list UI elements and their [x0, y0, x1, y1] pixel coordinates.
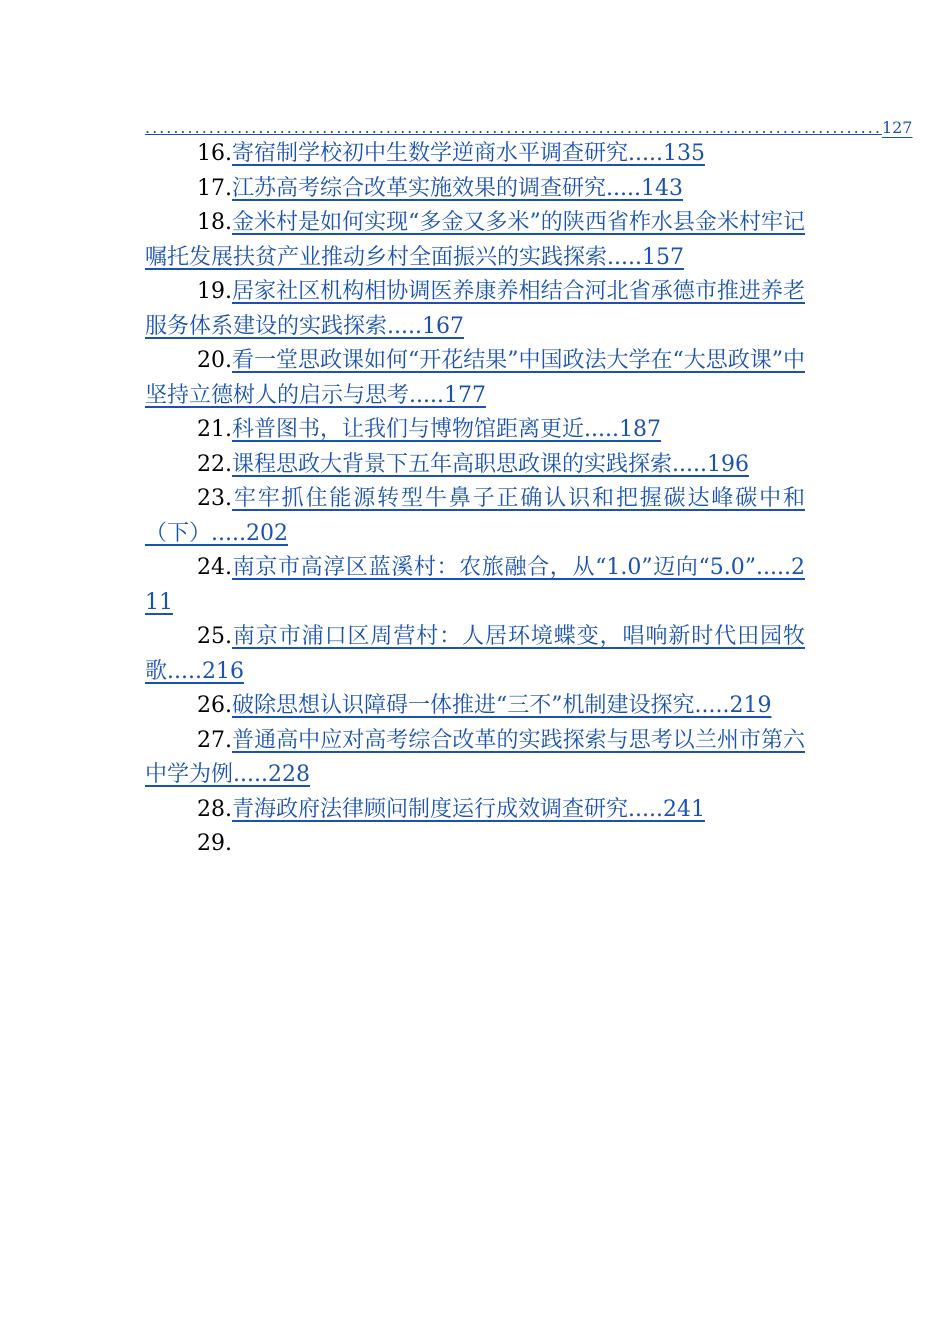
toc-entry-number: 18. [197, 210, 232, 235]
toc-page-number: 157 [641, 244, 684, 270]
toc-entry [145, 724, 805, 793]
toc-entry [145, 172, 805, 207]
toc-page-number: 219 [729, 693, 772, 718]
toc-entry [145, 551, 805, 620]
toc-entry-title: 普通高中应对高考综合改革的实践探索与思考以兰州市第六中学为例 [145, 727, 805, 787]
toc-page-number: 216 [201, 658, 244, 684]
toc-entry [145, 344, 805, 413]
toc-entry [145, 482, 805, 551]
toc-page-number: 177 [443, 382, 486, 408]
toc-page-number: 202 [245, 520, 288, 546]
toc-entry-link[interactable] [232, 693, 771, 718]
toc-dot-leader: ..... [606, 175, 641, 201]
toc-entry-number: 29. [197, 831, 232, 856]
toc-entry-title: 牢牢抓住能源转型牛鼻子正确认识和把握碳达峰碳中和（下） [145, 486, 805, 546]
toc-continuation-line[interactable] [145, 118, 913, 137]
toc-dot-leader: ..... [409, 382, 444, 408]
toc-dot-leader: ..... [607, 244, 642, 270]
toc-entry [145, 275, 805, 344]
toc-dot-leader: ..... [628, 141, 663, 166]
toc-dot-leader: ........................................................................................................ [145, 118, 882, 137]
toc-entry-link[interactable] [145, 555, 805, 615]
toc-dot-leader: ..... [167, 658, 202, 684]
toc-dot-leader: ..... [211, 520, 246, 546]
toc-page-number: 167 [421, 313, 464, 339]
toc-entry-number: 16. [197, 141, 232, 166]
toc-entry-title: 居家社区机构相协调医养康养相结合河北省承德市推进养老服务体系建设的实践探索 [145, 279, 805, 339]
toc-entry [145, 793, 805, 828]
toc-entry [145, 827, 805, 862]
toc-dot-leader: ..... [756, 555, 791, 580]
toc-entry-link[interactable] [232, 141, 705, 166]
toc-entry-title: 课程思政大背景下五年高职思政课的实践探索 [232, 451, 673, 477]
toc-entry-title: 青海政府法律顾问制度运行成效调查研究 [232, 796, 629, 822]
toc-page-number: 143 [640, 175, 683, 201]
toc-dot-leader: ..... [694, 693, 730, 718]
toc-entry-title: 科普图书，让我们与博物馆距离更近 [232, 417, 585, 442]
toc-page-number: 196 [706, 451, 749, 477]
toc-entries [145, 137, 805, 862]
toc-entry-number: 28. [197, 796, 232, 822]
toc-entry-title: 破除思想认识障碍一体推进“三不”机制建设探究 [232, 693, 695, 718]
toc-dot-leader: ..... [672, 451, 707, 477]
toc-entry [145, 448, 805, 483]
toc-entry-link[interactable] [145, 728, 805, 788]
toc-entry-title: 寄宿制学校初中生数学逆商水平调查研究 [232, 141, 629, 166]
toc-entry-link[interactable] [145, 279, 805, 339]
toc-entry-number: 26. [197, 693, 232, 718]
toc-entry-number: 20. [197, 348, 232, 373]
toc-entry-number: 19. [197, 279, 232, 304]
toc-entry [145, 620, 805, 689]
toc-entry-title: 看一堂思政课如何“开花结果”中国政法大学在“大思政课”中坚持立德树人的启示与思考 [145, 348, 805, 408]
table-of-contents [145, 118, 913, 862]
toc-entry-title: 金米村是如何实现“多金又多米”的陕西省柞水县金米村牢记嘱托发展扶贫产业推动乡村全面振兴的实践探索 [145, 210, 805, 270]
toc-entry-link[interactable] [145, 486, 805, 546]
toc-entry-link[interactable] [145, 210, 805, 270]
toc-entry [145, 206, 805, 275]
toc-entry-link[interactable] [145, 348, 805, 408]
toc-entry-link[interactable] [145, 624, 805, 684]
toc-page-number: 135 [662, 141, 705, 166]
toc-entry-number: 21. [197, 417, 232, 442]
toc-entry-number: 27. [197, 727, 232, 753]
toc-entry-title: 江苏高考综合改革实施效果的调查研究 [232, 175, 607, 201]
toc-dot-leader: ..... [584, 417, 619, 442]
toc-dot-leader: ..... [387, 313, 422, 339]
toc-entry-title: 南京市浦口区周营村：人居环境蝶变，唱响新时代田园牧歌 [145, 624, 805, 684]
toc-page-number: 211 [145, 555, 805, 615]
toc-page-number: 241 [662, 796, 705, 822]
toc-entry [145, 413, 805, 448]
toc-entry [145, 689, 805, 724]
toc-page-number[interactable]: 127 [881, 118, 913, 137]
toc-entry-link[interactable] [232, 797, 705, 822]
toc-entry-link[interactable] [232, 417, 661, 442]
toc-entry-number: 17. [197, 175, 232, 201]
toc-entry-title: 南京市高淳区蓝溪村：农旅融合，从“1.0”迈向“5.0” [232, 555, 757, 580]
toc-entry-number: 25. [197, 624, 232, 649]
toc-entry-number: 22. [197, 451, 232, 477]
toc-entry [145, 137, 805, 172]
toc-entry-link[interactable] [232, 176, 683, 201]
toc-page-number: 187 [618, 417, 661, 442]
toc-dot-leader: ..... [233, 762, 268, 787]
toc-dot-leader: ..... [628, 796, 663, 822]
toc-entry-number: 24. [197, 555, 232, 580]
toc-entry-number: 23. [197, 486, 232, 511]
toc-entry-link[interactable] [232, 452, 749, 477]
toc-page-number: 228 [267, 762, 310, 787]
